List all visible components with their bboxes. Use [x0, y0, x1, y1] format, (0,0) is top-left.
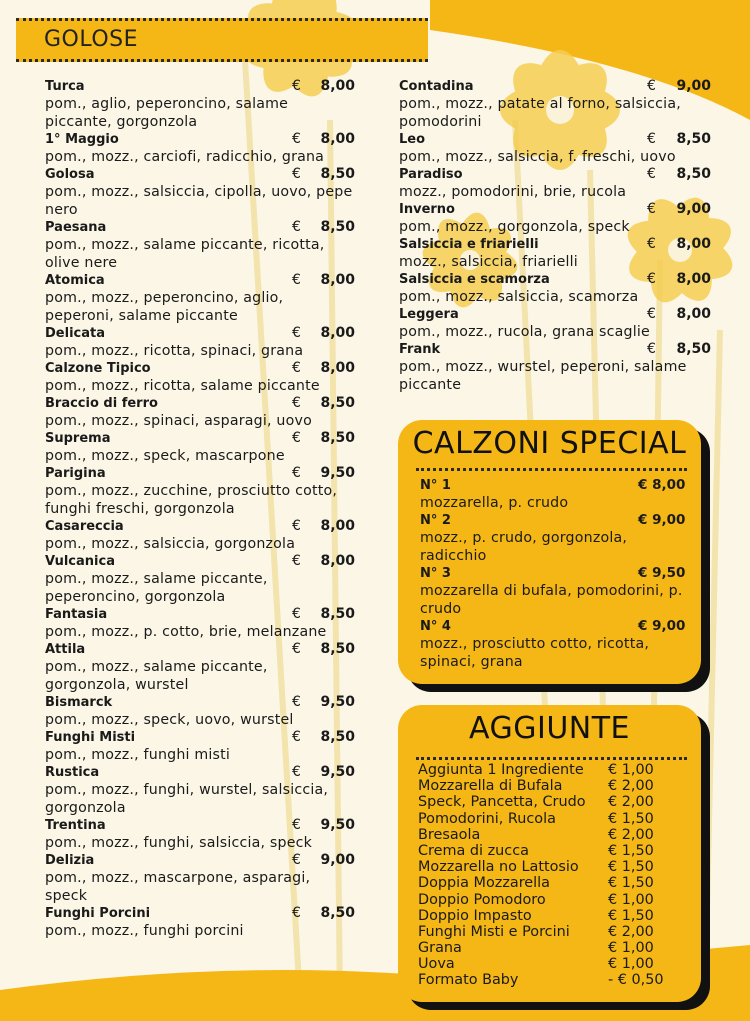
aggiunta-price: € 1,50	[608, 842, 654, 859]
currency-symbol: €	[292, 465, 301, 481]
item-price: 8,50	[676, 131, 711, 147]
menu-item	[45, 219, 355, 272]
aggiunta-row	[418, 892, 688, 908]
item-ingredients: mozz., salsiccia, friarielli	[399, 254, 578, 270]
item-ingredients: pom., mozz., funghi misti	[45, 747, 231, 763]
item-ingredients: pom., mozz., salame piccante, ricotta, olive nere	[45, 237, 325, 271]
item-price: 8,00	[320, 78, 355, 94]
currency-symbol: €	[292, 395, 301, 411]
item-ingredients: pom., mozz., carciofi, radicchio, grana	[45, 149, 325, 165]
menu-item-header	[399, 271, 711, 288]
currency-symbol: €	[292, 219, 301, 235]
item-ingredients: pom., mozz., salsiccia, scamorza	[399, 289, 639, 305]
item-ingredients: pom., mozz., funghi, wurstel, salsiccia, gorgonzola	[45, 782, 329, 816]
item-price: 8,50	[320, 430, 355, 446]
currency-symbol: €	[292, 852, 301, 868]
item-name: 1° Maggio	[45, 132, 119, 147]
aggiunta-price: - € 0,50	[608, 972, 664, 989]
item-ingredients: pom., mozz., salsiccia, gorgonzola	[45, 536, 296, 552]
item-price: 8,00	[676, 271, 711, 287]
menu-item-header	[45, 729, 355, 746]
item-price: 9,00	[676, 201, 711, 217]
menu-item	[45, 606, 355, 641]
aggiunta-label: Crema di zucca	[418, 842, 529, 859]
menu-item-header	[45, 131, 355, 148]
aggiunta-label: Mozzarella di Bufala	[418, 778, 563, 795]
currency-symbol: €	[292, 553, 301, 569]
item-ingredients: pom., mozz., funghi porcini	[45, 923, 244, 939]
aggiunta-row	[418, 940, 688, 956]
currency-symbol: €	[292, 817, 301, 833]
item-name: Frank	[399, 342, 441, 357]
currency-symbol: €	[292, 272, 301, 288]
aggiunte-list	[418, 762, 688, 989]
item-ingredients: pom., mozz., gorgonzola, speck	[399, 219, 630, 235]
item-name: Leo	[399, 132, 426, 147]
menu-item	[45, 694, 355, 729]
aggiunta-row	[418, 778, 688, 794]
currency-symbol: €	[292, 131, 301, 147]
menu-item-header	[45, 325, 355, 342]
item-price: 8,50	[320, 606, 355, 622]
item-ingredients: pom., mozz., salame piccante, gorgonzola, wurstel	[45, 659, 268, 693]
menu-item-header	[45, 764, 355, 781]
item-name: Casareccia	[45, 519, 124, 534]
item-price: 8,00	[320, 360, 355, 376]
aggiunta-row	[418, 875, 688, 891]
item-name: Delizia	[45, 853, 95, 868]
item-name: Leggera	[399, 307, 459, 322]
menu-item-header	[399, 236, 711, 253]
currency-symbol: €	[647, 341, 656, 357]
item-name: Trentina	[45, 818, 106, 833]
menu-item	[45, 764, 355, 817]
menu-item	[45, 166, 355, 219]
aggiunta-label: Doppio Pomodoro	[418, 891, 546, 908]
menu-item-header	[45, 641, 355, 658]
aggiunta-price: € 1,00	[608, 891, 654, 908]
item-price: 9,50	[320, 764, 355, 780]
calzone-name: N° 1	[420, 478, 451, 493]
calzone-item	[420, 618, 688, 671]
item-ingredients: pom., mozz., peperoncino, aglio, peperoni, salame piccante	[45, 290, 284, 324]
aggiunta-label: Mozzarella no Lattosio	[418, 859, 579, 876]
item-name: Suprema	[45, 431, 111, 446]
menu-item	[399, 131, 711, 166]
calzone-ingredients: mozz., p. crudo, gorgonzola, radicchio	[420, 530, 628, 564]
currency-symbol: €	[647, 131, 656, 147]
menu-item	[399, 201, 711, 236]
menu-item	[45, 131, 355, 166]
currency-symbol: €	[292, 905, 301, 921]
menu-item-header	[399, 306, 711, 323]
aggiunta-label: Aggiunta 1 Ingrediente	[418, 762, 584, 778]
calzone-header	[420, 565, 688, 582]
calzone-item	[420, 512, 688, 565]
aggiunta-label: Funghi Misti e Porcini	[418, 923, 570, 940]
aggiunta-price: € 1,50	[608, 875, 654, 892]
menu-item-header	[45, 518, 355, 535]
aggiunta-price: € 2,00	[608, 794, 654, 811]
aggiunte-panel	[398, 705, 701, 1002]
item-price: 8,50	[320, 905, 355, 921]
aggiunta-price: € 1,50	[608, 859, 654, 876]
calzone-price: € 9,50	[638, 565, 686, 581]
item-name: Inverno	[399, 202, 455, 217]
item-name: Golosa	[45, 167, 95, 182]
menu-item-header	[45, 360, 355, 377]
currency-symbol: €	[292, 518, 301, 534]
menu-item	[45, 395, 355, 430]
item-price: 8,50	[676, 341, 711, 357]
item-price: 8,50	[320, 219, 355, 235]
currency-symbol: €	[292, 430, 301, 446]
menu-item-header	[399, 166, 711, 183]
item-ingredients: pom., mozz., salsiccia, cipolla, uovo, pepe nero	[45, 184, 353, 218]
item-ingredients: pom., mozz., salsiccia, f. freschi, uovo	[399, 149, 676, 165]
menu-item-header	[45, 78, 355, 95]
calzone-header	[420, 512, 688, 529]
menu-column-left	[45, 78, 355, 940]
item-ingredients: pom., mozz., spinaci, asparagi, uovo	[45, 413, 312, 429]
calzone-name: N° 3	[420, 566, 451, 581]
aggiunta-row	[418, 794, 688, 810]
currency-symbol: €	[292, 764, 301, 780]
currency-symbol: €	[647, 271, 656, 287]
menu-item-header	[399, 78, 711, 95]
aggiunta-price: € 2,00	[608, 826, 654, 843]
item-price: 9,50	[320, 694, 355, 710]
menu-item-header	[45, 852, 355, 869]
item-price: 8,00	[320, 518, 355, 534]
aggiunta-price: € 1,00	[608, 762, 654, 778]
aggiunta-price: € 2,00	[608, 778, 654, 795]
currency-symbol: €	[647, 236, 656, 252]
item-name: Paradiso	[399, 167, 463, 182]
calzone-item	[420, 477, 688, 512]
item-price: 8,50	[320, 729, 355, 745]
item-ingredients: pom., mozz., speck, mascarpone	[45, 448, 285, 464]
menu-item	[399, 78, 711, 131]
item-ingredients: pom., mozz., patate al forno, salsiccia, pomodorini	[399, 96, 681, 130]
calzone-header	[420, 618, 688, 635]
item-name: Delicata	[45, 326, 105, 341]
menu-item-header	[399, 131, 711, 148]
aggiunta-label: Speck, Pancetta, Crudo	[418, 794, 586, 811]
menu-item	[45, 325, 355, 360]
item-price: 8,50	[320, 641, 355, 657]
item-price: 9,00	[676, 78, 711, 94]
calzone-price: € 9,00	[638, 512, 686, 528]
calzone-header	[420, 477, 688, 494]
menu-item-header	[45, 905, 355, 922]
menu-item	[45, 641, 355, 694]
calzoni-title: CALZONI SPECIAL	[412, 426, 687, 461]
menu-item-header	[399, 341, 711, 358]
item-ingredients: pom., mozz., zucchine, prosciutto cotto, funghi freschi, gorgonzola	[45, 483, 338, 517]
item-price: 9,50	[320, 817, 355, 833]
item-name: Fantasia	[45, 607, 108, 622]
aggiunta-price: € 1,50	[608, 907, 654, 924]
aggiunta-label: Doppio Impasto	[418, 907, 532, 924]
menu-item	[45, 360, 355, 395]
aggiunta-label: Doppia Mozzarella	[418, 875, 550, 892]
currency-symbol: €	[647, 166, 656, 182]
item-price: 8,50	[676, 166, 711, 182]
menu-column-right	[399, 78, 711, 394]
menu-item-header	[45, 465, 355, 482]
item-name: Bismarck	[45, 695, 113, 710]
calzone-ingredients: mozzarella di bufala, pomodorini, p. crudo	[420, 583, 683, 617]
item-ingredients: pom., mozz., rucola, grana scaglie	[399, 324, 650, 340]
aggiunta-label: Pomodorini, Rucola	[418, 810, 556, 827]
aggiunta-row	[418, 827, 688, 843]
menu-item-header	[45, 272, 355, 289]
item-name: Salsiccia e scamorza	[399, 272, 550, 287]
calzone-name: N° 4	[420, 619, 451, 634]
menu-item	[45, 852, 355, 905]
aggiunta-price: € 1,00	[608, 940, 654, 957]
menu-item	[399, 271, 711, 306]
item-price: 8,00	[320, 553, 355, 569]
item-ingredients: pom., mozz., salame piccante, peperoncino, gorgonzola	[45, 571, 268, 605]
menu-item	[45, 465, 355, 518]
item-price: 8,50	[320, 395, 355, 411]
calzoni-list	[420, 477, 688, 671]
item-name: Atomica	[45, 273, 105, 288]
item-price: 9,50	[320, 465, 355, 481]
item-name: Funghi Porcini	[45, 906, 151, 921]
aggiunta-price: € 1,50	[608, 810, 654, 827]
item-name: Paesana	[45, 220, 107, 235]
item-name: Calzone Tipico	[45, 361, 151, 376]
item-price: 8,00	[676, 236, 711, 252]
aggiunta-row	[418, 972, 688, 988]
aggiunta-row	[418, 762, 688, 778]
item-ingredients: mozz., pomodorini, brie, rucola	[399, 184, 627, 200]
aggiunte-title: AGGIUNTE	[468, 711, 631, 746]
menu-item	[45, 729, 355, 764]
item-name: Salsiccia e friarielli	[399, 237, 539, 252]
item-price: 8,00	[320, 325, 355, 341]
currency-symbol: €	[647, 306, 656, 322]
currency-symbol: €	[292, 729, 301, 745]
aggiunta-row	[418, 811, 688, 827]
item-ingredients: pom., aglio, peperoncino, salame piccante, gorgonzola	[45, 96, 289, 130]
aggiunta-row	[418, 843, 688, 859]
currency-symbol: €	[647, 78, 656, 94]
menu-item	[45, 430, 355, 465]
item-ingredients: pom., mozz., p. cotto, brie, melanzane	[45, 624, 327, 640]
item-name: Contadina	[399, 79, 474, 94]
currency-symbol: €	[292, 641, 301, 657]
calzone-name: N° 2	[420, 513, 451, 528]
calzoni-special-panel	[398, 420, 701, 684]
menu-item-header	[45, 606, 355, 623]
item-name: Braccio di ferro	[45, 396, 158, 411]
currency-symbol: €	[292, 78, 301, 94]
item-ingredients: pom., mozz., funghi, salsiccia, speck	[45, 835, 313, 851]
menu-item-header	[45, 430, 355, 447]
item-price: 9,00	[320, 852, 355, 868]
item-ingredients: pom., mozz., wurstel, peperoni, salame piccante	[399, 359, 687, 393]
item-price: 8,00	[320, 131, 355, 147]
menu-item-header	[45, 219, 355, 236]
item-ingredients: pom., mozz., ricotta, salame piccante	[45, 378, 320, 394]
aggiunta-label: Bresaola	[418, 826, 481, 843]
calzone-price: € 8,00	[638, 477, 686, 493]
menu-item-header	[45, 553, 355, 570]
item-ingredients: pom., mozz., mascarpone, asparagi, speck	[45, 870, 311, 904]
aggiunta-label: Uova	[418, 956, 455, 973]
currency-symbol: €	[292, 325, 301, 341]
currency-symbol: €	[292, 360, 301, 376]
item-price: 8,00	[320, 272, 355, 288]
menu-item	[45, 553, 355, 606]
currency-symbol: €	[647, 201, 656, 217]
calzone-item	[420, 565, 688, 618]
item-ingredients: pom., mozz., speck, uovo, wurstel	[45, 712, 294, 728]
currency-symbol: €	[292, 606, 301, 622]
divider	[416, 757, 687, 760]
aggiunta-row	[418, 859, 688, 875]
menu-item	[399, 236, 711, 271]
menu-item-header	[45, 694, 355, 711]
aggiunta-price: € 2,00	[608, 923, 654, 940]
item-name: Parigina	[45, 466, 106, 481]
item-price: 8,50	[320, 166, 355, 182]
item-price: 8,00	[676, 306, 711, 322]
menu-item-header	[45, 166, 355, 183]
item-name: Turca	[45, 79, 85, 94]
menu-item	[399, 166, 711, 201]
aggiunta-row	[418, 956, 688, 972]
divider	[416, 468, 687, 471]
section-header-golose	[16, 18, 428, 62]
aggiunta-row	[418, 908, 688, 924]
currency-symbol: €	[292, 166, 301, 182]
aggiunta-price: € 1,00	[608, 956, 654, 973]
menu-item	[45, 817, 355, 852]
menu-item	[45, 272, 355, 325]
section-title: GOLOSE	[44, 27, 139, 52]
item-name: Funghi Misti	[45, 730, 136, 745]
menu-item	[399, 306, 711, 341]
menu-item	[45, 78, 355, 131]
menu-item	[399, 341, 711, 394]
aggiunta-row	[418, 924, 688, 940]
item-ingredients: pom., mozz., ricotta, spinaci, grana	[45, 343, 304, 359]
currency-symbol: €	[292, 694, 301, 710]
menu-item	[45, 518, 355, 553]
menu-item-header	[45, 817, 355, 834]
aggiunta-label: Formato Baby	[418, 972, 519, 989]
item-name: Vulcanica	[45, 554, 115, 569]
calzone-ingredients: mozzarella, p. crudo	[420, 495, 569, 511]
aggiunta-label: Grana	[418, 940, 462, 957]
item-name: Rustica	[45, 765, 100, 780]
calzone-ingredients: mozz., prosciutto cotto, ricotta, spinaci, grana	[420, 636, 650, 670]
menu-item-header	[45, 395, 355, 412]
menu-item-header	[399, 201, 711, 218]
calzone-price: € 9,00	[638, 618, 686, 634]
menu-item	[45, 905, 355, 940]
item-name: Attila	[45, 642, 86, 657]
